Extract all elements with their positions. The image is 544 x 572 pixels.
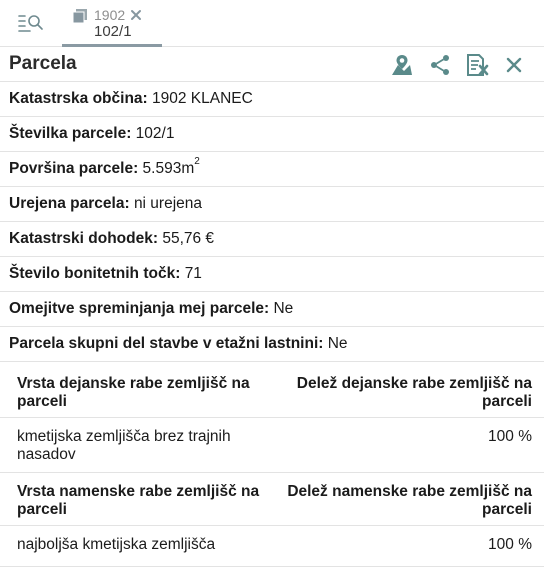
- attribute-row: [0, 327, 544, 362]
- attribute-label: Številka parcele:: [9, 125, 132, 142]
- attribute-row: [0, 222, 544, 257]
- panel-header: [0, 47, 544, 82]
- attribute-value: ni urejena: [133, 195, 203, 212]
- table-cell-text: nasadov: [17, 446, 76, 463]
- table-header-land-use-share: [272, 375, 532, 411]
- attribute-row: [0, 152, 544, 187]
- share-icon[interactable]: [428, 53, 452, 77]
- attribute-value: 102/1: [135, 125, 175, 142]
- document-export-icon[interactable]: [465, 53, 489, 77]
- table-cell-designated-use-share: 100 %: [488, 536, 532, 553]
- table-cell-text: kmetijska zemljišča brez trajnih: [17, 428, 231, 445]
- table-header-text: parceli: [17, 501, 67, 518]
- table-header-text: Delež namenske rabe zemljišč na: [287, 483, 532, 500]
- table-header-text: Vrsta namenske rabe zemljišč na: [17, 483, 260, 500]
- table-cell-designated-use-type: najboljša kmetijska zemljišča: [17, 536, 216, 553]
- attribute-value: 55,76 €: [162, 230, 215, 247]
- table-cell-land-use-type: [17, 428, 287, 464]
- attribute-label: Katastrska občina:: [9, 90, 148, 107]
- attribute-label: Površina parcele:: [9, 160, 139, 177]
- list-search-icon[interactable]: [16, 11, 46, 33]
- attribute-value: 71: [184, 265, 202, 282]
- close-icon[interactable]: [502, 53, 526, 77]
- attribute-row: [0, 82, 544, 117]
- table-header-text: Delež dejanske rabe zemljišč na: [296, 375, 532, 392]
- table-header-designated-use-type: [17, 483, 282, 519]
- attribute-label: Urejena parcela:: [9, 195, 130, 212]
- attribute-row: [0, 187, 544, 222]
- attribute-label: Parcela skupni del stavbe v etažni lastnini:: [9, 335, 324, 352]
- attribute-value: 1902 KLANEC: [152, 90, 253, 107]
- table-cell-land-use-share: 100 %: [488, 428, 532, 445]
- table-header-designated-use-share: [272, 483, 532, 519]
- divider: [0, 472, 544, 473]
- attribute-row: [0, 292, 544, 327]
- map-pin-icon[interactable]: [390, 53, 414, 77]
- table-header-text: parceli: [482, 393, 532, 410]
- tab-bar: [0, 0, 544, 47]
- attribute-row: [0, 257, 544, 292]
- table-header-text: Vrsta dejanske rabe zemljišč na: [17, 375, 250, 392]
- attribute-value: Ne: [273, 300, 294, 317]
- attribute-label: Katastrski dohodek:: [9, 230, 159, 247]
- attribute-label: Število bonitetnih točk:: [9, 265, 181, 282]
- tab-parcel-number: 102/1: [94, 23, 132, 40]
- divider: [0, 417, 544, 418]
- tab-cadastral-code: 1902: [94, 7, 126, 23]
- divider: [0, 566, 544, 567]
- tab-parcel[interactable]: [62, 0, 162, 47]
- divider: [0, 525, 544, 526]
- attribute-value: 5.593m: [142, 160, 195, 177]
- attribute-value: Ne: [327, 335, 348, 352]
- area-unit-exponent: 2: [194, 156, 200, 167]
- table-header-land-use-type: [17, 375, 277, 411]
- table-header-text: parceli: [482, 501, 532, 518]
- layers-icon: [73, 9, 87, 23]
- attribute-label: Omejitve spreminjanja mej parcele:: [9, 300, 270, 317]
- attribute-row: [0, 117, 544, 152]
- close-icon[interactable]: [130, 9, 142, 21]
- table-header-text: parceli: [17, 393, 67, 410]
- page-title: Parcela: [9, 53, 77, 74]
